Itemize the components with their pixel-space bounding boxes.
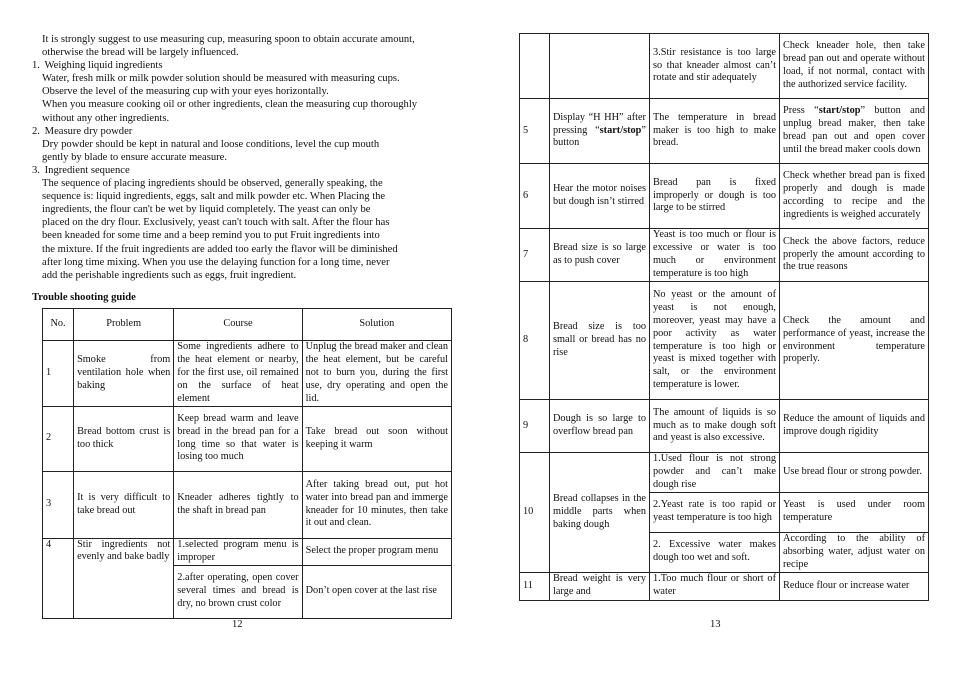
cell-course: No yeast or the amount of yeast is not enough, moreover, yeast may have a poor activity as water temperature is too high or yeast is mixed together with salt, or the environment temperature is lower. xyxy=(650,282,780,400)
col-header-problem: Problem xyxy=(74,309,174,341)
cell-solution: Yeast is used under room temperature xyxy=(780,492,929,532)
cell-course: 3.Stir resistance is too large so that kneader almost can’t rotate and stir adequately xyxy=(650,34,780,99)
cell-solution: Don’t open cover at the last rise xyxy=(302,565,451,618)
list-item-line: When you measure cooking oil or other ingredients, clean the measuring cup thoroughly xyxy=(42,99,418,111)
intro-line: It is strongly suggest to use measuring cup, measuring spoon to obtain accurate amount, xyxy=(42,34,415,45)
cell-course: Yeast is too much or flour is excessive or water is too much or environment temperature is too high xyxy=(650,229,780,282)
cell-solution: According to the ability of absorbing water, adjust water on recipe xyxy=(780,532,929,572)
list-item-line: Observe the level of the measuring cup with your eyes horizontally. xyxy=(42,86,329,98)
table-row xyxy=(43,406,452,471)
list-item-heading: 3. Ingredient sequence xyxy=(32,164,130,176)
cell-problem: Bread size is too small or bread has no rise xyxy=(550,282,650,400)
list-item-line: gently by blade to ensure accurate measure. xyxy=(42,151,228,163)
list-item-line: ingredients, the flour can't be wet by liquid completely. The yeast can only be xyxy=(42,204,371,216)
cell-solution: Reduce flour or increase water xyxy=(780,572,929,600)
cell-course: 2. Excessive water makes dough too wet and soft. xyxy=(650,532,780,572)
list-item-line: Dry powder should be kept in natural and loose conditions, level the cup mouth xyxy=(42,138,380,150)
cell-course: Bread pan is fixed improperly or dough is too large to be stirred xyxy=(650,164,780,229)
cell-solution: Press “start/stop” button and unplug bread maker, then take bread pan out and open cover until the bread maker cools down xyxy=(780,99,929,164)
cell-course: 1.selected program menu is improper xyxy=(174,538,302,565)
table-row xyxy=(520,99,929,164)
col-header-no: No. xyxy=(43,309,74,341)
cell-solution: Check whether bread pan is fixed properly and dough is made according to recipe and the ingredients is weighed accurately xyxy=(780,164,929,229)
list-item-heading: 2. Measure dry powder xyxy=(32,125,133,137)
cell-no: 9 xyxy=(520,400,550,453)
cell-no: 10 xyxy=(520,453,550,573)
cell-course: Keep bread warm and leave bread in the bread pan for a long time so that water is losing too much xyxy=(174,406,302,471)
cell-problem: It is very difficult to take bread out xyxy=(74,471,174,538)
cell-problem: Bread weight is very large and xyxy=(550,572,650,600)
cell-solution: Reduce the amount of liquids and improve dough rigidity xyxy=(780,400,929,453)
cell-no: 8 xyxy=(520,282,550,400)
list-item-line: been kneaded for some time and a beep remind you to put Fruit ingredients into xyxy=(42,230,380,242)
page-number: 12 xyxy=(232,619,243,630)
cell-course: 1.Too much flour or short of water xyxy=(650,572,780,600)
cell-problem: Stir ingredients not evenly and bake badly xyxy=(74,538,174,618)
col-header-course: Course xyxy=(174,309,302,341)
table-row xyxy=(43,341,452,407)
col-header-solution: Solution xyxy=(302,309,451,341)
table-row xyxy=(43,538,452,565)
list-item-line: placed on the dry flour. Exclusively, yeast can't touch with salt. After the flour has xyxy=(42,217,390,229)
cell-solution: Use bread flour or strong powder. xyxy=(780,453,929,493)
cell-solution: Select the proper program menu xyxy=(302,538,451,565)
intro-line: otherwise the bread will be largely influenced. xyxy=(42,47,239,59)
cell-problem: Bread collapses in the middle parts when baking dough xyxy=(550,453,650,573)
list-item-line: sequence is: liquid ingredients, eggs, salt and milk powder etc. When Placing the xyxy=(42,191,386,203)
list-item-line: The sequence of placing ingredients should be observed, generally speaking, the xyxy=(42,178,383,190)
cell-no: 4 xyxy=(43,538,74,618)
cell-course: Kneader adheres tightly to the shaft in bread pan xyxy=(174,471,302,538)
intro-text xyxy=(32,33,452,282)
cell-course: The temperature in bread maker is too high to make bread. xyxy=(650,99,780,164)
trouble-table-right xyxy=(519,33,929,601)
table-row xyxy=(520,453,929,493)
cell-course: 2.after operating, open cover several times and bread is dry, no brown crust color xyxy=(174,565,302,618)
cell-problem: Smoke from ventilation hole when baking xyxy=(74,341,174,407)
cell-problem: Hear the motor noises but dough isn’t stirred xyxy=(550,164,650,229)
cell-course: 2.Yeast rate is too rapid or yeast temperature is too high xyxy=(650,492,780,532)
cell-course: 1.Used flour is not strong powder and can’t make dough rise xyxy=(650,453,780,493)
cell-solution: Check kneader hole, then take bread pan out and operate without load, if not normal, contact with the authorized service facility. xyxy=(780,34,929,99)
table-header-row xyxy=(43,309,452,341)
table-row xyxy=(520,34,929,99)
cell-no: 3 xyxy=(43,471,74,538)
page-number: 13 xyxy=(710,619,721,630)
list-item-line: add the perishable ingredients such as eggs, fruit ingredient. xyxy=(42,269,297,281)
cell-course: The amount of liquids is so much as to make dough soft and yeast is also excessive. xyxy=(650,400,780,453)
table-row xyxy=(520,164,929,229)
section-title: Trouble shooting guide xyxy=(32,292,136,303)
list-item-line: Water, fresh milk or milk powder solution should be measured with measuring cups. xyxy=(42,73,400,85)
cell-solution: Take bread out soon without keeping it warm xyxy=(302,406,451,471)
cell-solution: Unplug the bread maker and clean the heat element, but be careful not to burn you, during the first use, dry operating and open the lid. xyxy=(302,341,451,407)
cell-no: 5 xyxy=(520,99,550,164)
cell-no: 7 xyxy=(520,229,550,282)
cell-course: Some ingredients adhere to the heat element or nearby, for the first use, oil remained on the surface of heat element xyxy=(174,341,302,407)
cell-solution: After taking bread out, put hot water into bread pan and immerge kneader for 10 minutes, then take it out and clean. xyxy=(302,471,451,538)
cell-solution: Check the above factors, reduce properly the amount according to the true reasons xyxy=(780,229,929,282)
table-row xyxy=(520,282,929,400)
list-item-line: without any other ingredients. xyxy=(42,112,170,124)
table-row xyxy=(520,572,929,600)
list-item-line: the mixture. If the fruit ingredients are added too early the flavor will be diminished xyxy=(42,243,398,255)
list-item-line: after long time mixing. When you use the delaying function for a long time, never xyxy=(42,256,390,268)
cell-solution: Check the amount and performance of yeast, increase the environment temperature properly. xyxy=(780,282,929,400)
table-row xyxy=(520,229,929,282)
cell-problem: Dough is so large to overflow bread pan xyxy=(550,400,650,453)
list-item-heading: 1. Weighing liquid ingredients xyxy=(32,60,163,72)
cell-problem: Bread bottom crust is too thick xyxy=(74,406,174,471)
cell-problem xyxy=(550,34,650,99)
table-row xyxy=(43,471,452,538)
cell-no: 1 xyxy=(43,341,74,407)
table-row xyxy=(520,400,929,453)
trouble-table-left xyxy=(42,308,452,619)
cell-no xyxy=(520,34,550,99)
cell-no: 11 xyxy=(520,572,550,600)
cell-problem: Bread size is so large as to push cover xyxy=(550,229,650,282)
cell-no: 6 xyxy=(520,164,550,229)
cell-no: 2 xyxy=(43,406,74,471)
cell-problem: Display “H HH” after pressing “start/stop” button xyxy=(550,99,650,164)
